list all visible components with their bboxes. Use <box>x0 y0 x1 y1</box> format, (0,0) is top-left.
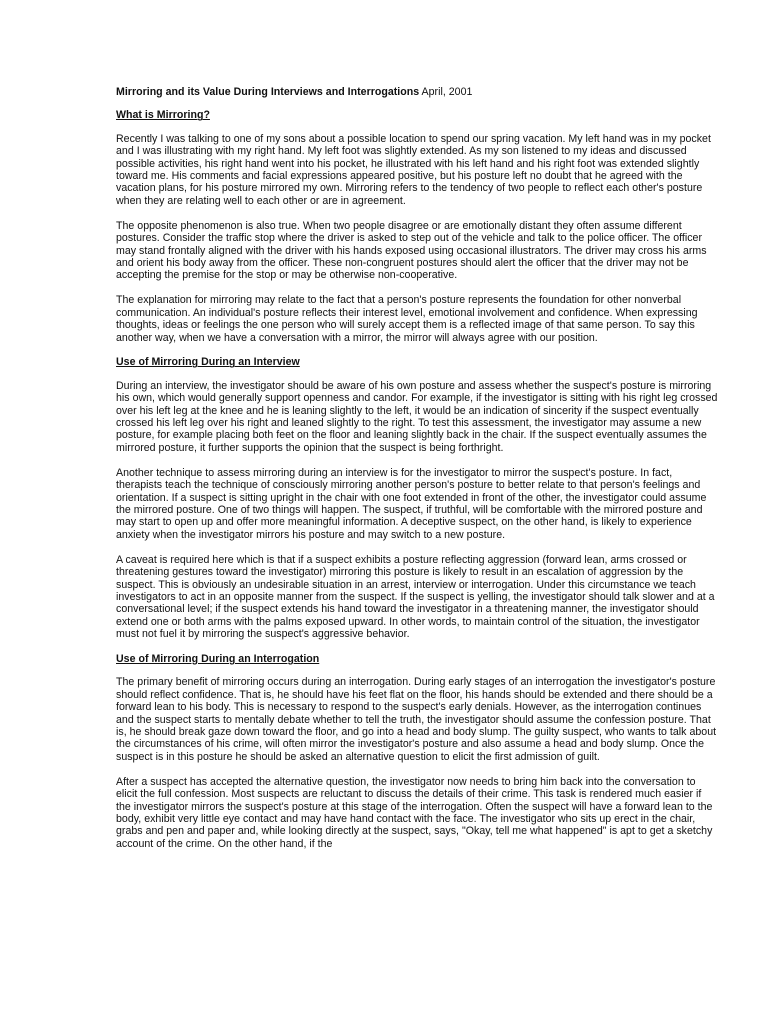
paragraph: The explanation for mirroring may relate to the fact that a person's posture represents the foundation for other nonverbal communication. An individual's posture reflects their interest level, emotional involvement and confidence. When expressing thoughts, ideas or feelings the one person who will surely accept them is a reflected image of that same person. To say this another way, when we have a conversation with a mirror, the mirror will always agree with our position. <box>116 294 698 344</box>
paragraph: During an interview, the investigator should be aware of his own posture and assess whether the suspect's posture is mirroring his own, which would generally support openness and candor. For example, if the investigator is sitting with his right leg crossed over his left leg at the knee and he is leaning slightly to the left, it would be an indication of sincerity if the suspect eventually crossed his left leg over his right and leaned slightly to the right. To test this assessment, the investigator may assume a new posture, for example placing both feet on the floor and leaning slightly back in the chair. If the suspect eventually assumes the mirrored posture, it further supports the opinion that the suspect is being forthright. <box>116 379 718 454</box>
document-page <box>116 86 718 863</box>
document-date: April, 2001 <box>419 86 473 98</box>
paragraph: Another technique to assess mirroring during an interview is for the investigator to mirror the suspect's posture. In fact, therapists teach the technique of consciously mirroring another person's posture to better relate to that person's feelings and orientation. If a suspect is sitting upright in the chair with one foot extended in front of the other, the investigator could assume the mirrored posture. One of two things will happen. The suspect, if truthful, will be comfortable with the mirrored posture and may start to open up and offer more meaningful information. A deceptive suspect, on the other hand, is likely to experience anxiety when the investigator mirrors his posture and may switch to a new posture. <box>116 466 707 541</box>
paragraph: After a suspect has accepted the alternative question, the investigator now needs to bring him back into the conversation to elicit the full confession. Most suspects are reluctant to discuss the details of their crime. This task is rendered much easier if the investigator mirrors the suspect's posture at this stage of the interrogation. Often the suspect will have a forward lean to the body, exhibit very little eye contact and may have hand contact with the face. The investigator who sits up erect in the chair, grabs and pen and paper and, while looking directly at the suspect, says, "Okay, tell me what happened" is apt to get a sketchy account of the crime. On the other hand, if the <box>116 775 713 850</box>
title-line <box>116 86 718 98</box>
section-heading: Use of Mirroring During an Interview <box>116 356 300 369</box>
paragraph: The primary benefit of mirroring occurs during an interrogation. During early stages of an interrogation the investigator's posture should reflect confidence. That is, he should have his feet flat on the floor, his hands should be extended and there should be a forward lean to his body. This is necessary to respond to the suspect's early denials. However, as the interrogation continues and the suspect starts to mentally debate whether to tell the truth, the investigator should assume the confession posture. That is, he should break gaze down toward the floor, and go into a head and body slump. The guilty suspect, who wants to talk about the circumstances of his crime, will often mirror the investigator's posture and also assume a head and body slump. Once the suspect is in this posture he should be asked an alternative question to elicit the first admission of guilt. <box>116 676 717 763</box>
section-heading: Use of Mirroring During an Interrogation <box>116 653 320 666</box>
document-title: Mirroring and its Value During Interviews and Interrogations <box>116 86 420 98</box>
paragraph: A caveat is required here which is that if a suspect exhibits a posture reflecting aggression (forward lean, arms crossed or threatening gestures toward the investigator) mirroring this posture is likely to result in an escalation of aggression by the suspect. This is obviously an undesirable situation in an arrest, interview or interrogation. Under this circumstance we teach investigators to act in an opposite manner from the suspect. If the suspect is yelling, the investigator should talk slower and at a conversational level; if the suspect extends his hand toward the investigator in a threatening manner, the investigator should extend one or both arms with the palms exposed upward. In other words, to maintain control of the situation, the investigator must not fuel it by mirroring the suspect's aggressive behavior. <box>116 553 715 641</box>
paragraph: Recently I was talking to one of my sons about a possible location to spend our spring vacation. My left hand was in my pocket and I was illustrating with my right hand. My left foot was slightly extended. As my son listened to my ideas and discussed possible activities, his right hand went into his pocket, he illustrated with his left hand and his right foot was extended slightly toward me. His comments and facial expressions appeared positive, but his posture left no doubt that he agreed with the vacation plans, for his posture mirrored my own. Mirroring refers to the tendency of two people to reflect each other's posture when they are relating well to each other or are in agreement. <box>116 132 711 207</box>
paragraph: The opposite phenomenon is also true. When two people disagree or are emotionally distant they often assume different postures. Consider the traffic stop where the driver is asked to step out of the vehicle and talk to the police officer. The officer may stand frontally aligned with the driver with his hands exposed using occasional illustrators. The driver may cross his arms and orient his body away from the officer. These non-congruent postures should alert the officer that the driver may not be accepting the premise for the stop or may be otherwise non-cooperative. <box>116 219 707 282</box>
section-heading: What is Mirroring? <box>116 109 210 122</box>
